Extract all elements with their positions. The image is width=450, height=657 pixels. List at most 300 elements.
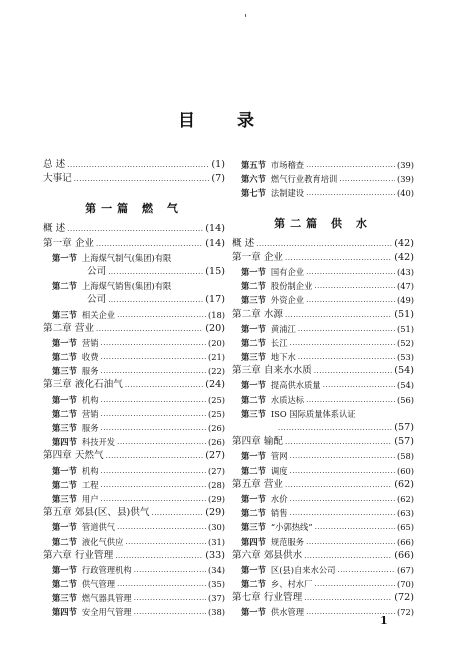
toc-entry-label [43,535,123,549]
toc-entry-label [232,549,302,563]
toc-entry-label [232,421,276,435]
scan-speck [245,14,246,17]
toc-section-entry [232,563,414,577]
page-reference: (14) [205,223,225,235]
entry-title: “小郭热线” [270,522,313,533]
leader-dots [101,421,206,435]
page-reference: (52) [396,337,414,348]
page-number: 1 [380,614,388,627]
page-reference: (57) [394,436,414,448]
page-reference: (66) [394,549,414,561]
page-reference: (58) [396,451,414,462]
leader-dots [115,549,203,563]
page-reference: (42) [394,237,414,249]
section-number: 第一节 [241,607,266,618]
toc-entry-label [43,265,106,279]
page-reference: (65) [396,522,414,533]
toc-entry-continuation [232,421,414,435]
leader-dots [306,535,395,549]
entry-title: 第四章 输配 [232,436,284,448]
toc-section-entry [232,520,414,534]
entry-title: 地下水 [270,352,296,363]
toc-entry-continuation [43,265,225,279]
toc-entry-label [43,421,99,435]
toc-section-entry [43,421,225,435]
entry-title: 外资企业 [270,295,305,306]
section-number: 第四节 [52,607,77,618]
section-number: 第一节 [241,266,266,277]
entry-title: 上海煤气销售(集团)有限 [81,281,172,292]
toc-section-entry [43,577,225,591]
toc-section-entry [232,158,414,172]
toc-entry-label [232,158,304,172]
toc-section-entry [232,172,414,186]
toc-section-entry [232,506,414,520]
section-number: 第一节 [241,380,266,391]
toc-chapter-entry [43,378,225,392]
page-reference: (62) [394,478,414,490]
leader-dots [285,478,392,492]
entry-title: 概 述 [43,223,66,235]
entry-title: 第五章 郊县(区、县)供气 [43,507,150,519]
entry-title: 长江 [270,337,288,348]
page-title: 目 录 [178,111,272,131]
section-number: 第一节 [241,564,266,575]
toc-entry-label [43,251,171,265]
page-reference: (54) [394,365,414,377]
toc-entry-label [232,251,283,265]
toc-entry-label [232,506,288,520]
toc-section-entry [232,336,414,350]
entry-title: 概 述 [232,237,255,249]
toc-entry-label [43,393,99,407]
leader-dots [106,449,204,463]
toc-entry-label [232,478,283,492]
toc-entry-label [43,449,104,463]
leader-dots [314,364,392,378]
page-reference: (29) [207,493,225,504]
entry-title: 管网 [270,451,288,462]
toc-chapter-entry [232,591,414,605]
toc-chapter-entry [232,478,414,492]
toc-section-entry [232,322,414,336]
toc-section-entry [43,591,225,605]
toc-chapter-entry [43,158,225,172]
toc-entry-label [232,336,288,350]
leader-dots [290,464,395,478]
toc-section-entry [43,364,225,378]
leader-dots [306,393,395,407]
toc-section-entry [43,478,225,492]
part-title-water: 第二篇 供 水 [274,216,372,230]
page-reference: (53) [396,352,414,363]
entry-title: 第四章 天然气 [43,450,104,462]
toc-entry-label [43,549,113,563]
toc-section-entry [232,407,414,421]
leader-dots [306,293,395,307]
toc-entry-label [232,393,304,407]
leader-dots [134,591,206,605]
entry-title: 营销 [81,408,99,419]
toc-entry-label [43,293,106,307]
toc-entry-label [43,378,123,392]
entry-title: 股份制企业 [270,281,313,292]
toc-entry-label [232,449,288,463]
toc-section-entry [43,464,225,478]
toc-section-entry [43,492,225,506]
toc-entry-label [232,492,288,506]
section-number: 第一节 [52,465,77,476]
entry-title: 用户 [81,493,99,504]
leader-dots [304,591,392,605]
leader-dots [108,293,203,307]
page-reference: (39) [396,174,414,185]
section-number: 第三节 [241,295,266,306]
entry-title: 乡、村水厂 [270,579,313,590]
toc-entry-label [43,308,115,322]
entry-title: 第七章 行业管理 [232,592,303,604]
page-reference: (33) [205,549,225,561]
entry-title: 营销 [81,337,99,348]
page-reference: (67) [396,564,414,575]
leader-dots [306,186,395,200]
page-reference: (20) [207,337,225,348]
toc-entry-label [43,364,99,378]
entry-title: 燃气器具管理 [81,593,132,604]
page-reference: (14) [205,237,225,249]
entry-title [232,422,276,433]
page-reference: (26) [207,437,225,448]
toc-part-gas [43,222,225,619]
entry-title: 第六章 郊县供水 [232,549,303,561]
leader-dots [298,322,395,336]
page-reference: (37) [207,593,225,604]
page-reference: (54) [396,380,414,391]
section-number: 第三节 [52,493,77,504]
entry-title: 公司 [87,294,107,306]
toc-section-entry [232,186,414,200]
toc-entry-label [232,308,283,322]
toc-chapter-entry [232,364,414,378]
toc-section-entry [232,577,414,591]
toc-entry-label [232,172,337,186]
section-number: 第五节 [241,160,266,170]
section-number: 第一节 [52,522,77,533]
toc-section-entry [232,492,414,506]
page-reference: (22) [207,366,225,377]
toc-section-entry [43,407,225,421]
leader-dots [285,308,392,322]
toc-section-entry [232,393,414,407]
page-reference: (42) [394,251,414,263]
toc-entry-label [43,336,99,350]
page-reference: (15) [205,265,225,277]
entry-title: 科技开发 [81,437,116,448]
toc-entry-label [232,520,313,534]
page-reference: (27) [205,450,225,462]
leader-dots [96,237,203,251]
toc-front-matter [43,158,225,186]
leader-dots [74,172,210,186]
section-number: 第一节 [241,323,266,334]
leader-dots [101,336,206,350]
entry-title: 机构 [81,394,99,405]
section-number: 第二节 [52,281,77,292]
section-number: 第二节 [52,352,77,363]
toc-chapter-entry [43,449,225,463]
page-reference: (57) [394,422,414,433]
entry-title: 第三章 自来水水质 [232,365,312,377]
page-reference: (62) [396,493,414,504]
page-reference: (51) [394,308,414,320]
toc-entry-label [232,350,296,364]
page-reference: (21) [207,352,225,363]
section-number: 第二节 [52,579,77,590]
toc-entry-label [232,435,283,449]
toc-entry-label [43,520,115,534]
toc-entry-label [43,237,94,251]
toc-entry-label [43,591,132,605]
page-reference: (26) [207,423,225,433]
leader-dots [256,237,392,251]
entry-title: 水价 [270,493,288,504]
toc-entry-label [232,407,356,421]
toc-entry-label [43,158,65,172]
leader-dots [117,308,206,322]
toc-entry-label [43,407,99,421]
page-reference: (40) [396,188,414,199]
toc-entry-label [232,378,321,392]
page-reference: (34) [207,564,225,575]
leader-dots [134,563,206,577]
section-number: 第二节 [241,465,266,476]
entry-title: 机构 [81,465,99,476]
toc-entry-label [232,186,304,200]
section-number: 第二节 [52,536,77,547]
leader-dots [323,378,395,392]
toc-entry-label [43,478,99,492]
toc-chapter-entry [43,237,225,251]
entry-title: 收费 [81,352,99,363]
entry-title: 区(县)自来水公司 [270,564,336,575]
toc-section-entry [43,350,225,364]
entry-title: 液化气供应 [81,536,124,547]
leader-dots [101,407,206,421]
section-number: 第二节 [241,579,266,590]
page-reference: (63) [396,508,414,519]
toc-entry-label [43,492,99,506]
toc-entry-label [232,591,302,605]
section-number: 第七节 [241,188,266,199]
page-reference: (56) [396,394,414,405]
leader-dots [101,478,206,492]
page-reference: (35) [207,579,225,590]
leader-dots [117,520,206,534]
section-number: 第一节 [52,252,77,263]
toc-entry-continuation [43,293,225,307]
toc-chapter-entry [43,322,225,336]
page-reference: (72) [396,607,414,618]
toc-part-water [232,237,414,620]
toc-chapter-entry [43,172,225,186]
entry-title: 上海煤气制气(集团)有限 [81,252,172,263]
leader-dots [314,577,395,591]
toc-chapter-entry [43,549,225,563]
section-number: 第二节 [241,337,266,348]
entry-title: 第二章 水源 [232,308,284,320]
toc-entry-label [43,172,72,186]
section-number: 第一节 [52,394,77,405]
section-number: 第二节 [241,394,266,405]
entry-title: 第一章 企业 [232,251,284,263]
entry-title: 公司 [87,265,107,277]
toc-entry-label [232,279,312,293]
leader-dots [337,563,394,577]
entry-title: 黄浦江 [270,323,296,334]
toc-entry-label [232,577,312,591]
toc-chapter-entry [43,222,225,236]
page-reference: (28) [207,479,225,490]
page-reference: (29) [205,507,225,519]
toc-entry-label [232,563,335,577]
leader-dots [304,549,392,563]
leader-dots [285,435,392,449]
part-title-gas: 第一篇 燃 气 [85,202,183,216]
leader-dots [67,158,209,172]
leader-dots [67,222,203,236]
leader-dots [101,350,206,364]
page-reference: (20) [205,322,225,334]
toc-section-entry [43,535,225,549]
page-reference: (27) [207,465,225,476]
toc-right-column [232,158,414,620]
toc-section-entry [43,251,225,265]
entry-title: 调度 [270,465,288,476]
toc-chapter-entry [232,435,414,449]
leader-dots [290,449,395,463]
toc-chapter-entry [232,251,414,265]
entry-title: 第三章 液化石油气 [43,379,123,391]
entry-title: 销售 [270,508,288,519]
toc-entry-label [43,222,65,236]
toc-section-entry [43,393,225,407]
toc-gas-continued [232,158,414,201]
toc-entry-label [232,237,254,251]
section-number: 第一节 [241,451,266,462]
leader-dots [96,322,203,336]
section-number: 第二节 [52,479,77,490]
page-reference: (30) [207,522,225,533]
toc-entry-label [43,350,99,364]
leader-dots [339,172,395,186]
toc-chapter-entry [232,237,414,251]
toc-section-entry [43,605,225,619]
page-reference: (7) [211,173,225,185]
toc-section-entry [43,435,225,449]
entry-title: 服务 [81,423,99,433]
toc-entry-label [232,293,304,307]
entry-title: 燃气行业教育培训 [270,174,338,185]
entry-title: 第六章 行业管理 [43,549,114,561]
entry-title: 规范服务 [270,536,305,547]
toc-entry-label [43,322,94,336]
page-reference: (25) [207,394,225,405]
spacer [43,186,225,195]
toc-entry-label [43,577,115,591]
page-reference: (43) [396,266,414,277]
toc-left-column [43,158,225,620]
entry-title: 供气管理 [81,579,116,590]
entry-title: 总 述 [43,159,66,170]
toc-section-entry [232,293,414,307]
leader-dots [101,492,206,506]
page-reference: (25) [207,408,225,419]
entry-title: 安全用气管理 [81,607,132,618]
entry-title: 第二章 营业 [43,322,95,334]
toc-section-entry [43,520,225,534]
toc-section-entry [232,464,414,478]
leader-dots [290,336,395,350]
leader-dots [117,435,206,449]
section-number: 第四节 [241,536,266,547]
section-number: 第三节 [52,593,77,604]
toc-section-entry [232,350,414,364]
toc-entry-label [232,535,304,549]
toc-entry-label [43,506,149,520]
spacer [232,201,414,210]
toc-entry-label [232,364,312,378]
leader-dots [151,506,203,520]
toc-chapter-entry [232,549,414,563]
toc-entry-label [232,265,304,279]
entry-title: 第五章 营业 [232,478,284,490]
page-reference: (72) [394,592,414,604]
section-number: 第六节 [241,174,266,185]
entry-title: 第一章 企业 [43,237,95,249]
toc-entry-label [43,279,171,293]
entry-title: 工程 [81,479,99,490]
page-reference: (17) [205,294,225,306]
section-number: 第一节 [52,564,77,575]
toc-entry-label [43,605,132,619]
toc-section-entry [232,535,414,549]
page-reference: (70) [396,579,414,590]
section-number: 第一节 [241,493,266,504]
page-reference: (18) [207,309,225,320]
toc-chapter-entry [232,308,414,322]
section-number: 第四节 [52,437,77,448]
section-number: 第三节 [241,522,266,533]
entry-title: 法制建设 [270,188,305,199]
toc-section-entry [232,279,414,293]
toc-chapter-entry [43,506,225,520]
toc-entry-label [232,605,304,619]
page-reference: (31) [207,536,225,547]
section-number: 第三节 [52,423,77,433]
toc-entry-label [43,563,132,577]
leader-dots [101,364,206,378]
section-number: 第三节 [52,309,77,320]
leader-dots [290,506,395,520]
page-reference: (51) [396,323,414,334]
page-reference: (66) [396,536,414,547]
leader-dots [134,605,206,619]
page-reference: (1) [211,159,225,170]
leader-dots [314,279,395,293]
section-number: 第二节 [241,508,266,519]
section-number: 第三节 [241,352,266,363]
entry-title: 供水管理 [270,607,305,618]
